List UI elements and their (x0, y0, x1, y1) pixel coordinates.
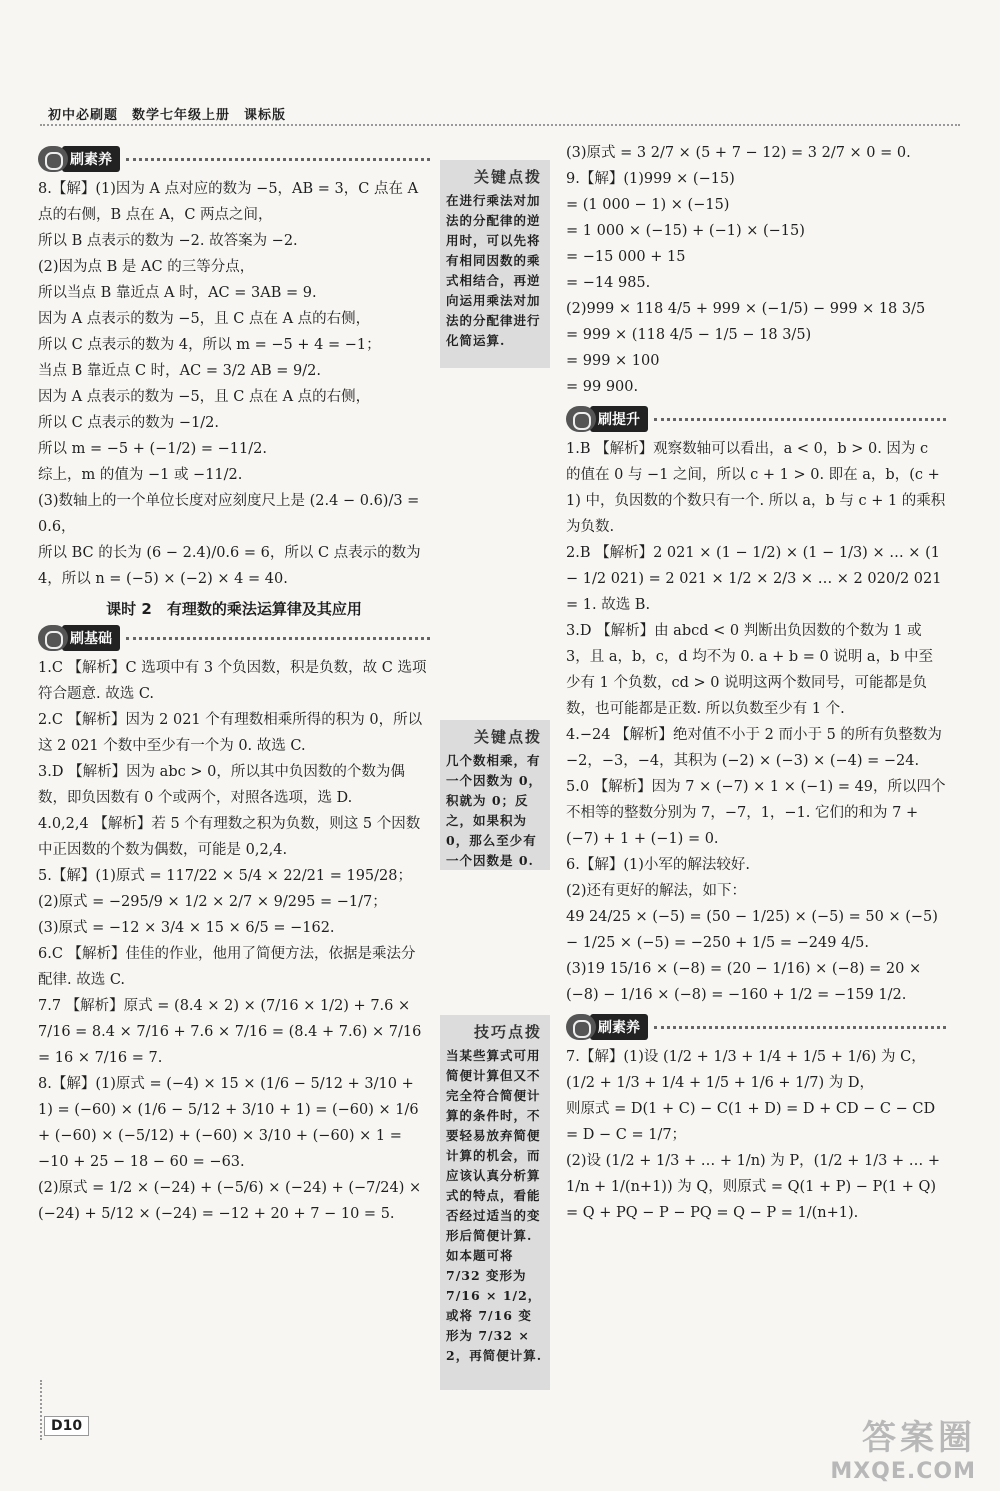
answer-line: 49 24/25 × (−5) = (50 − 1/25) × (−5) = 50 × (−5) − 1/25 × (−5) = −250 + 1/5 = −249 4/5. (566, 909, 938, 951)
answer-line: 当点 B 靠近点 C 时，AC = 3/2 AB = 9/2. (38, 363, 322, 379)
answer-line: (2)999 × 118 4/5 + 999 × (−1/5) − 999 × 18 3/5 (566, 301, 926, 317)
section-tag (38, 146, 430, 172)
answer-line: (3)数轴上的一个单位长度对应刻度尺上是 (2.4 − 0.6)/3 = 0.6， (38, 493, 420, 535)
answer-line: = −14 985. (566, 275, 651, 291)
tip-box-skills (440, 1015, 550, 1390)
answer-line: (2)原式 = −295/9 × 1/2 × 2/7 × 9/295 = −1/7； (38, 894, 387, 910)
brush-icon (38, 146, 68, 172)
site-watermark (830, 1410, 976, 1484)
section-label: 刷提升 (590, 406, 648, 432)
answer-line: 6.C 【解析】佳佳的作业，他用了简便方法，依据是乘法分配律. 故选 C. (38, 946, 416, 988)
answer-line: (3)原式 = 3 2/7 × (5 + 7 − 12) = 3 2/7 × 0 = 0. (566, 145, 911, 161)
tip-box-key-points-2 (440, 720, 550, 870)
tip-body: 在进行乘法对加法的分配律的逆用时，可以先将有相同因数的乘式相结合，再逆向运用乘法对加法的分配律进行化简运算. (446, 193, 541, 348)
answer-line: 所以 BC 的长为 (6 − 2.4)/0.6 = 6，所以 C 点表示的数为 4，所以 n = (−5) × (−2) × 4 = 40. (38, 545, 421, 587)
answer-line: 7.【解】(1)设 (1/2 + 1/3 + 1/4 + 1/5 + 1/6) 为 C，(1/2 + 1/3 + 1/4 + 1/5 + 1/6 + 1/7) 为 D， (566, 1049, 926, 1091)
section-label: 刷基础 (62, 625, 120, 651)
answer-line: 4.0,2,4 【解析】若 5 个有理数之积为负数，则这 5 个因数中正因数的个数为偶数，可能是 0,2,4. (38, 816, 421, 858)
answer-line: (2)原式 = 1/2 × (−24) + (−5/6) × (−24) + (−7/24) × (−24) + 5/12 × (−24) = −12 + 20 + 7 − 10 = 5. (38, 1180, 422, 1222)
answer-line: 1.B 【解析】观察数轴可以看出，a < 0，b > 0. 因为 c 的值在 0 与 −1 之间，所以 c + 1 > 0. 即在 a，b，(c + 1) 中，负因数的个数只有一个. 所以 a，b 与 c + 1 的乘积为负数. (566, 441, 946, 535)
section-tag (566, 1014, 946, 1040)
answer-line: = 99 900. (566, 379, 639, 395)
brush-icon (38, 625, 68, 651)
tip-body: 几个数相乘，有一个因数为 0，积就为 0；反之，如果积为 0，那么至少有一个因数是 0. (446, 753, 543, 868)
tip-box-key-points (440, 160, 550, 368)
tip-title: 技巧点拨 (473, 1023, 542, 1041)
section-tag (38, 625, 430, 651)
answer-line: = 999 × 100 (566, 353, 660, 369)
tip-title: 关键点拨 (473, 728, 542, 746)
answer-line: = 999 × (118 4/5 − 1/5 − 18 3/5) (566, 327, 812, 343)
page-number: D10 (44, 1416, 89, 1436)
answer-line: 1.C 【解析】C 选项中有 3 个负因数，积是负数，故 C 选项符合题意. 故选 C. (38, 660, 427, 702)
answer-line: 8.【解】(1)因为 A 点对应的数为 −5，AB = 3，C 点在 A 点的右侧，B 点在 A，C 两点之间， (38, 181, 419, 223)
answer-line: 8.【解】(1)原式 = (−4) × 15 × (1/6 − 5/12 + 3/10 + 1) = (−60) × (1/6 − 5/12 + 3/10 + 1) = (−60) × 1/6 + (−60) × (−5/12) + (−60) × 3/10 + (−60) × 1 = −10 + 25 − 18 − 60 = −63. (38, 1076, 419, 1170)
brush-icon (566, 406, 596, 432)
book-header: 初中必刷题 数学七年级上册 课标版 (48, 108, 287, 123)
watermark-url: MXQE.COM (830, 1459, 976, 1484)
answer-line: (3)原式 = −12 × 3/4 × 15 × 6/5 = −162. (38, 920, 335, 936)
answer-line: 综上，m 的值为 −1 或 −11/2. (38, 467, 243, 483)
tip-body: 当某些算式可用简便计算但又不完全符合简便计算的条件时，不要轻易放弃简便计算的机会，而应该认真分析算式的特点，看能否经过适当的变形后简便计算. 如本题可将 7/32 变形为 7/16 × 1/2，或将 7/16 变形为 7/32 × 2，再简便计算. (446, 1048, 543, 1363)
answer-line: 3.D 【解析】由 abcd < 0 判断出负因数的个数为 1 或 3，且 a，b，c，d 均不为 0. a + b = 0 说明 a，b 中至少有 1 个负数，cd > 0 说明这两个数同号，可能都是负数，也可能都是正数. 所以负数至少有 1 个. (566, 623, 933, 717)
answer-line: = −15 000 + 15 (566, 249, 686, 265)
right-column (566, 140, 946, 1226)
left-column (38, 140, 430, 1227)
answer-line: 2.C 【解析】因为 2 021 个有理数相乘所得的积为 0，所以这 2 021 个数中至少有一个为 0. 故选 C. (38, 712, 423, 754)
answer-line: 所以 m = −5 + (−1/2) = −11/2. (38, 441, 267, 457)
answer-line: 4.−24 【解析】绝对值不小于 2 而小于 5 的所有负整数为 −2，−3，−4，其积为 (−2) × (−3) × (−4) = −24. (566, 727, 942, 769)
answer-line: 所以 C 点表示的数为 4，所以 m = −5 + 4 = −1； (38, 337, 381, 353)
answer-line: = 1 000 × (−15) + (−1) × (−15) (566, 223, 805, 239)
section-label: 刷素养 (62, 146, 120, 172)
page-margin-dots (40, 1380, 42, 1440)
section-tag (566, 406, 946, 432)
answer-line: 3.D 【解析】因为 abc > 0，所以其中负因数的个数为偶数，即负因数有 0 个或两个，对照各选项，选 D. (38, 764, 405, 806)
answer-line: 所以 C 点表示的数为 −1/2. (38, 415, 220, 431)
answer-line: 2.B 【解析】2 021 × (1 − 1/2) × (1 − 1/3) × … × (1 − 1/2 021) = 2 021 × 1/2 × 2/3 × … × 2 020/2 021 = 1. 故选 B. (566, 545, 942, 613)
answer-line: 5.0 【解析】因为 7 × (−7) × 1 × (−1) = 49，所以四个不相等的整数分别为 7，−7，1，−1. 它们的和为 7 + (−7) + 1 + (−1) = 0. (566, 779, 946, 847)
answer-line: 所以 B 点表示的数为 −2. 故答案为 −2. (38, 233, 298, 249)
answer-line: = (1 000 − 1) × (−15) (566, 197, 730, 213)
header-rule (40, 124, 960, 126)
answer-line: 5.【解】(1)原式 = 117/22 × 5/4 × 22/21 = 195/28； (38, 868, 412, 884)
answer-line: (3)19 15/16 × (−8) = (20 − 1/16) × (−8) = 20 × (−8) − 1/16 × (−8) = −160 + 1/2 = −159 1/2. (566, 961, 922, 1003)
answer-line: 因为 A 点表示的数为 −5，且 C 点在 A 点的右侧， (38, 389, 371, 405)
answer-line: 6.【解】(1)小军的解法较好. (566, 857, 750, 873)
lesson-title: 课时 2 有理数的乘法运算律及其应用 (106, 600, 362, 618)
answer-line: 所以当点 B 靠近点 A 时，AC = 3AB = 9. (38, 285, 317, 301)
answer-line: 则原式 = D(1 + C) − C(1 + D) = D + CD − C − CD = D − C = 1/7； (566, 1101, 936, 1143)
section-label: 刷素养 (590, 1014, 648, 1040)
brush-icon (566, 1014, 596, 1040)
answer-line: 因为 A 点表示的数为 −5，且 C 点在 A 点的右侧， (38, 311, 371, 327)
watermark-logo: 答案圈 (862, 1418, 976, 1458)
answer-line: (2)设 (1/2 + 1/3 + … + 1/n) 为 P，(1/2 + 1/3 + … + 1/n + 1/(n+1)) 为 Q，则原式 = Q(1 + P) − P(1 + Q) = Q + PQ − P − PQ = Q − P = 1/(n+1). (566, 1153, 940, 1221)
answer-line: 9.【解】(1)999 × (−15) (566, 171, 735, 187)
answer-line: (2)因为点 B 是 AC 的三等分点， (38, 259, 255, 275)
answer-line: 7.7 【解析】原式 = (8.4 × 2) × (7/16 × 1/2) + 7.6 × 7/16 = 8.4 × 7/16 + 7.6 × 7/16 = (8.4 + 7.6) × 7/16 = 16 × 7/16 = 7. (38, 998, 422, 1066)
answer-line: (2)还有更好的解法，如下： (566, 883, 747, 899)
tip-title: 关键点拨 (473, 168, 542, 186)
